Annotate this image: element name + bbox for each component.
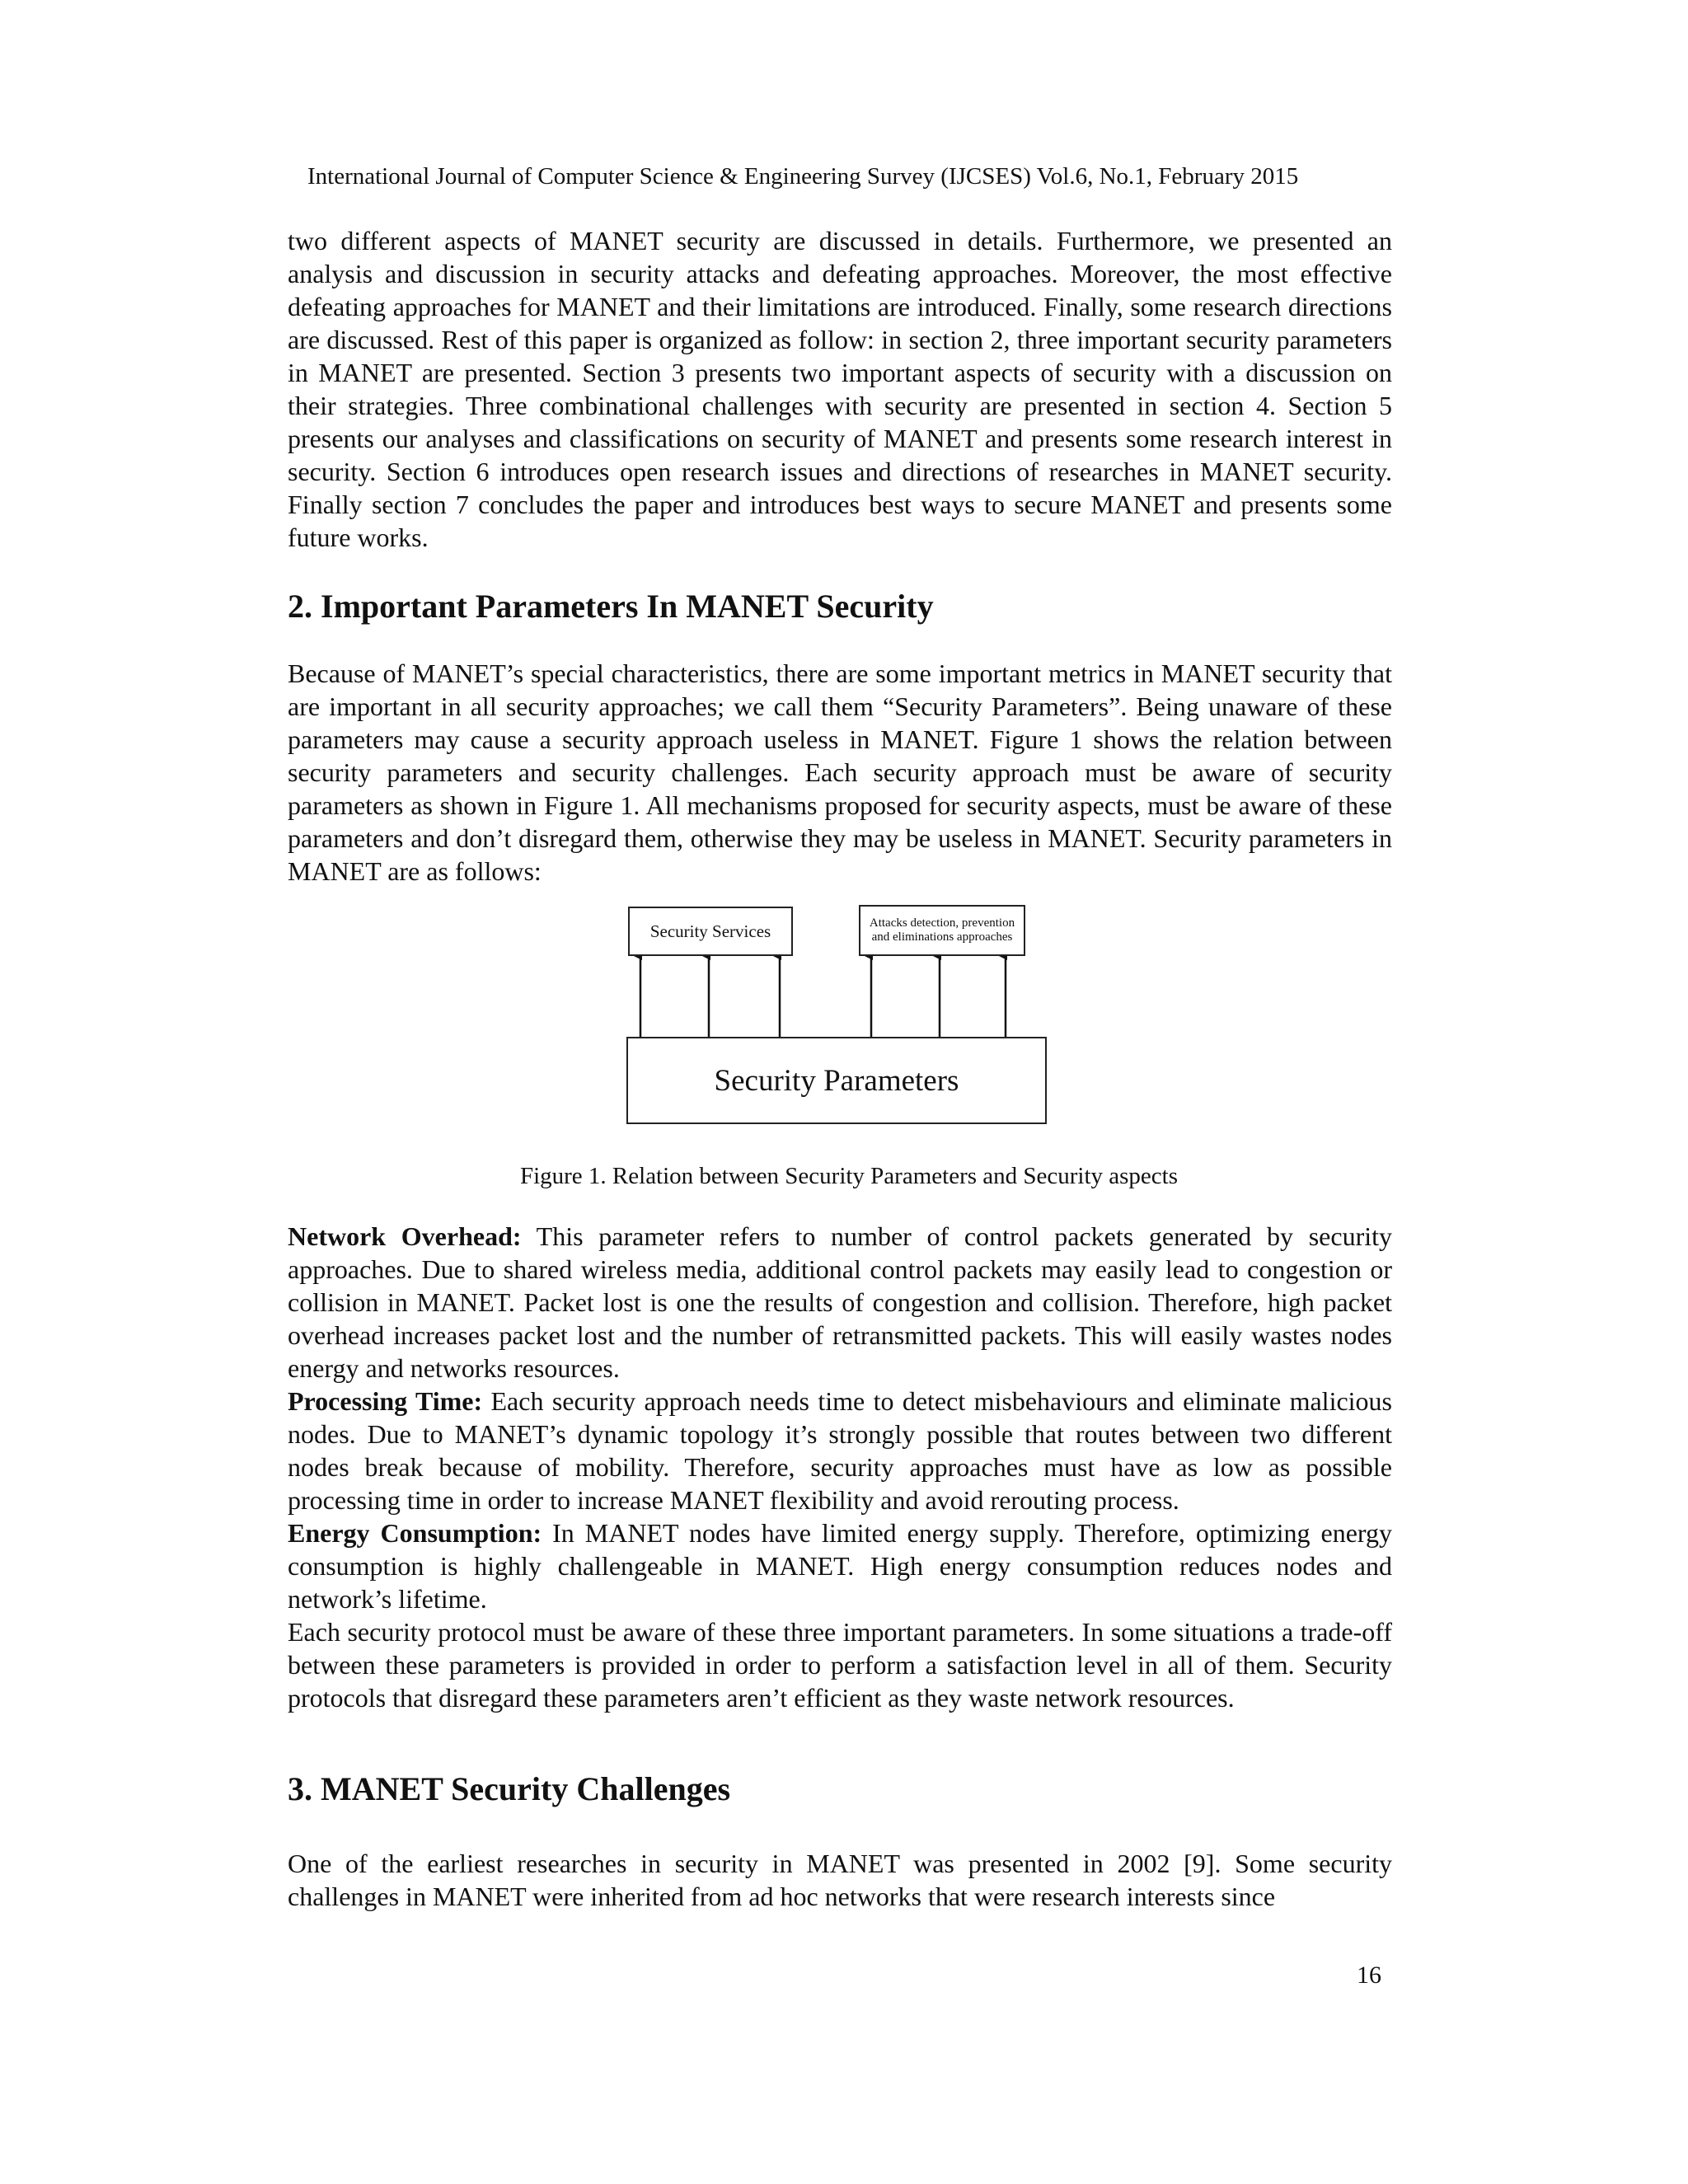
section-3-heading-block: [288, 1769, 1392, 1809]
section-2-heading: 2. Important Parameters In MANET Security: [288, 588, 934, 625]
parameters-list: [288, 1220, 1392, 1714]
attacks-approaches-box: Attacks detection, prevention and eliminations approaches: [859, 905, 1025, 956]
figure-1-caption: Figure 1. Relation between Security Parameters and Security aspects: [519, 1163, 1179, 1189]
section-2-paragraph: Because of MANET’s special characteristics, there are some important metrics in MANET security that are important in all security approaches; we call them “Security Parameters”. Being unaware of these parameters may cause a security approach useless in MANET. Figure 1 shows the relation between security parameters and security challenges. Each security approach must be aware of security parameters as shown in Figure 1. All mechanisms proposed for security aspects, must be aware of these parameters and don’t disregard them, otherwise they may be useless in MANET. Security parameters in MANET are as follows:: [288, 658, 1392, 886]
section-3-body: [288, 1847, 1392, 1913]
security-services-box: Security Services: [628, 907, 793, 956]
section-2-body: [288, 657, 1392, 888]
section-2-heading-block: [288, 587, 1392, 626]
param-energy-consumption: [288, 1516, 1392, 1615]
param-text: Each security approach needs time to detect misbehaviours and eliminate malicious nodes. Due to MANET’s dynamic topology it’s strongly possible that routes between two different nodes break because of mobility. Therefore, security approaches must have as low as possible processing time in order to increase MANET flexibility and avoid rerouting process.: [288, 1386, 1393, 1515]
param-network-overhead: [288, 1220, 1392, 1385]
section-3-heading: 3. MANET Security Challenges: [288, 1770, 731, 1807]
param-term: Network Overhead:: [288, 1221, 522, 1251]
intro-paragraph: two different aspects of MANET security are discussed in details. Furthermore, we presented an analysis and discussion in security attacks and defeating approaches. Moreover, the most effective defeating approaches for MANET and their limitations are introduced. Finally, some research directions are discussed. Rest of this paper is organized as follow: in section 2, three important security parameters in MANET are presented. Section 3 presents two important aspects of security with a discussion on their strategies. Three combinational challenges with security are presented in section 4. Section 5 presents our analyses and classifications on security of MANET and presents some research interest in security. Section 6 introduces open research issues and directions of researches in MANET security. Finally section 7 concludes the paper and introduces best ways to secure MANET and presents some future works.: [288, 226, 1392, 552]
page-number: 16: [1357, 1961, 1381, 1989]
running-header: International Journal of Computer Science & Engineering Survey (IJCSES) Vol.6, No.1, February 2015: [307, 163, 1299, 190]
intro-section: [288, 224, 1392, 554]
params-closing-paragraph: Each security protocol must be aware of these three important parameters. In some situations a trade-off between these parameters is provided in order to perform a satisfaction level in all of them. Security protocols that disregard these parameters aren’t efficient as they waste network resources.: [288, 1617, 1392, 1713]
param-term: Energy Consumption:: [288, 1518, 542, 1548]
param-text: This parameter refers to number of control packets generated by security approaches. Due to shared wireless media, additional control packets may easily lead to congestion or collision in MANET. Packet lost is one the results of congestion and collision. Therefore, high packet overhead increases packet lost and the number of retransmitted packets. This will easily wastes nodes energy and networks resources.: [288, 1221, 1393, 1383]
param-text: In MANET nodes have limited energy supply. Therefore, optimizing energy consumption is highly challengeable in MANET. High energy consumption reduces nodes and network’s lifetime.: [288, 1518, 1393, 1614]
section-3-paragraph: One of the earliest researches in security in MANET was presented in 2002 [9]. Some security challenges in MANET were inherited from ad hoc networks that were research interests since: [288, 1849, 1392, 1911]
security-parameters-box: Security Parameters: [626, 1037, 1047, 1124]
param-term: Processing Time:: [288, 1386, 483, 1416]
param-processing-time: [288, 1385, 1392, 1516]
figure-1: [610, 897, 1071, 1136]
